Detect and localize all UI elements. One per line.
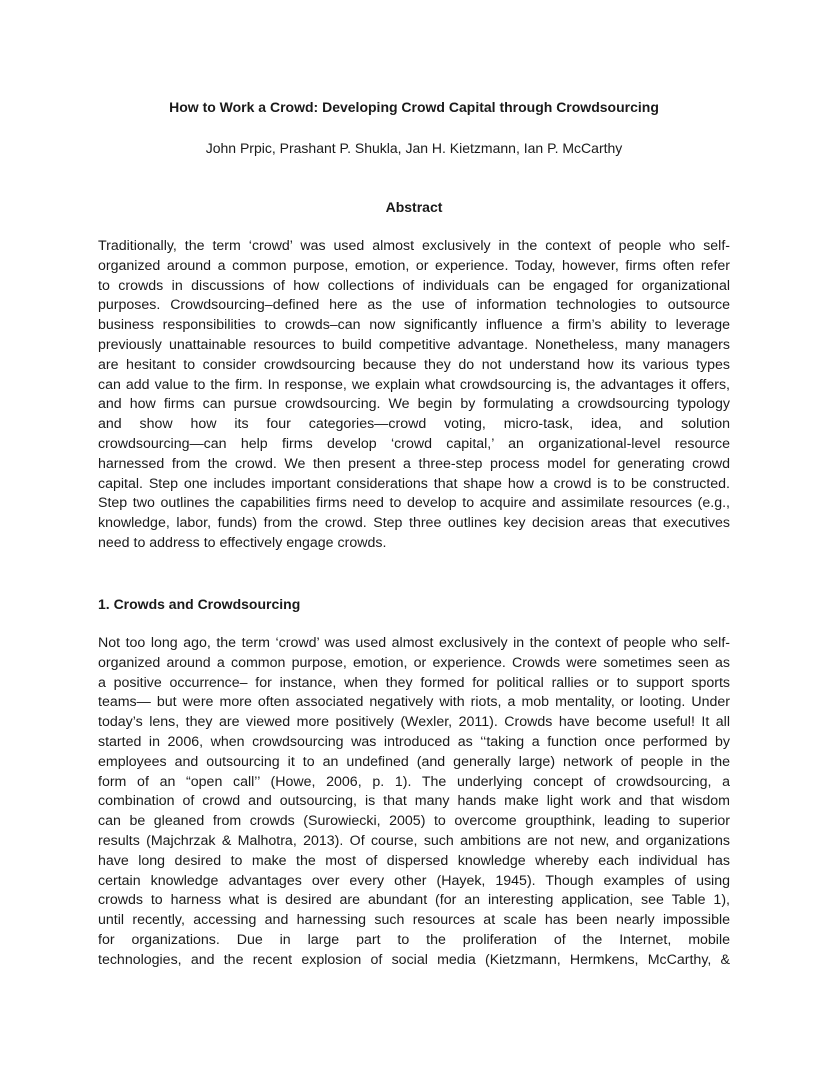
body-line: until recently, accessing and harnessing such resources at scale has been nearly impossible [98, 912, 730, 929]
author-list: John Prpic, Prashant P. Shukla, Jan H. Kietzmann, Ian P. McCarthy [205, 140, 623, 156]
abstract-line: to crowds in discussions of how collections of individuals can be engaged for organizational [98, 277, 730, 294]
body-line: crowds to harness what is desired are abundant (for an interesting application, see Table 1), [98, 892, 730, 909]
body-line: for organizations. Due in large part to the proliferation of the Internet, mobile [98, 931, 730, 948]
body-line: started in 2006, when crowdsourcing was introduced as ‘‘taking a function once performed by [98, 733, 730, 750]
body-line: can be gleaned from crowds (Surowiecki, 2005) to overcome groupthink, leading to superior [98, 813, 730, 830]
section-body [98, 634, 730, 971]
abstract-body [98, 237, 730, 554]
body-line: employees and outsourcing it to an undefined (and generally large) network of people in the [98, 753, 730, 770]
abstract-line: need to address to effectively engage crowds. [98, 534, 387, 551]
abstract-heading: Abstract [385, 199, 443, 215]
body-line: Not too long ago, the term ‘crowd’ was used almost exclusively in the context of people who self- [98, 635, 730, 651]
paper-title: How to Work a Crowd: Developing Crowd Capital through Crowdsourcing [169, 99, 659, 115]
abstract-line: can add value to the firm. In response, we explain what crowdsourcing is, the advantages it offers, [98, 376, 730, 393]
abstract-line: and how firms can pursue crowdsourcing. We begin by formulating a crowdsourcing typology [98, 396, 730, 413]
body-line: today’s lens, they are viewed more positively (Wexler, 2011). Crowds have become useful! It all [98, 714, 730, 731]
body-line: certain knowledge advantages over every other (Hayek, 1945). Though examples of using [98, 872, 730, 889]
body-line: teams— but were more often associated negatively with riots, a mob mentality, or looting. Under [98, 694, 730, 711]
abstract-line: knowledge, labor, funds) from the crowd. Step three outlines key decision areas that executives [98, 515, 730, 532]
abstract-line: Traditionally, the term ‘crowd’ was used almost exclusively in the context of people who self- [98, 238, 730, 254]
body-line: results (Majchrzak & Malhotra, 2013). Of course, such ambitions are not new, and organizations [98, 832, 730, 849]
body-line: a positive occurrence– for instance, when they formed for political rallies or to support sports [98, 674, 730, 691]
abstract-line: organized around a common purpose, emotion, or experience. Today, however, firms often refer [98, 257, 730, 274]
body-line: have long desired to make the most of dispersed knowledge whereby each individual has [98, 852, 730, 869]
abstract-line: previously unattainable resources to build competitive advantage. Nonetheless, many managers [98, 336, 730, 353]
section-heading: 1. Crowds and Crowdsourcing [98, 596, 301, 612]
body-line: form of an “open call’’ (Howe, 2006, p. 1). The underlying concept of crowdsourcing, a [98, 773, 730, 790]
abstract-line: Step two outlines the capabilities firms need to develop to acquire and assimilate resources (e.g., [98, 495, 730, 512]
abstract-line: business responsibilities to crowds–can now significantly influence a firm’s ability to leverage [98, 317, 730, 334]
abstract-line: capital. Step one includes important considerations that shape how a crowd is to be constructed. [98, 475, 730, 492]
abstract-line: crowdsourcing—can help firms develop ‘crowd capital,’ an organizational-level resource [98, 435, 730, 452]
body-line: combination of crowd and outsourcing, is that many hands make light work and that wisdom [98, 793, 730, 810]
abstract-line: and show how its four categories—crowd voting, micro-task, idea, and solution [98, 416, 730, 433]
abstract-line: purposes. Crowdsourcing–defined here as the use of information technologies to outsource [98, 297, 730, 314]
body-line: technologies, and the recent explosion of social media (Kietzmann, Hermkens, McCarthy, & [98, 951, 730, 968]
abstract-line: harnessed from the crowd. We then present a three-step process model for generating crowd [98, 455, 730, 472]
abstract-line: are hesitant to consider crowdsourcing because they do not understand how its various types [98, 356, 730, 373]
body-line: organized around a common purpose, emotion, or experience. Crowds were sometimes seen as [98, 654, 730, 671]
